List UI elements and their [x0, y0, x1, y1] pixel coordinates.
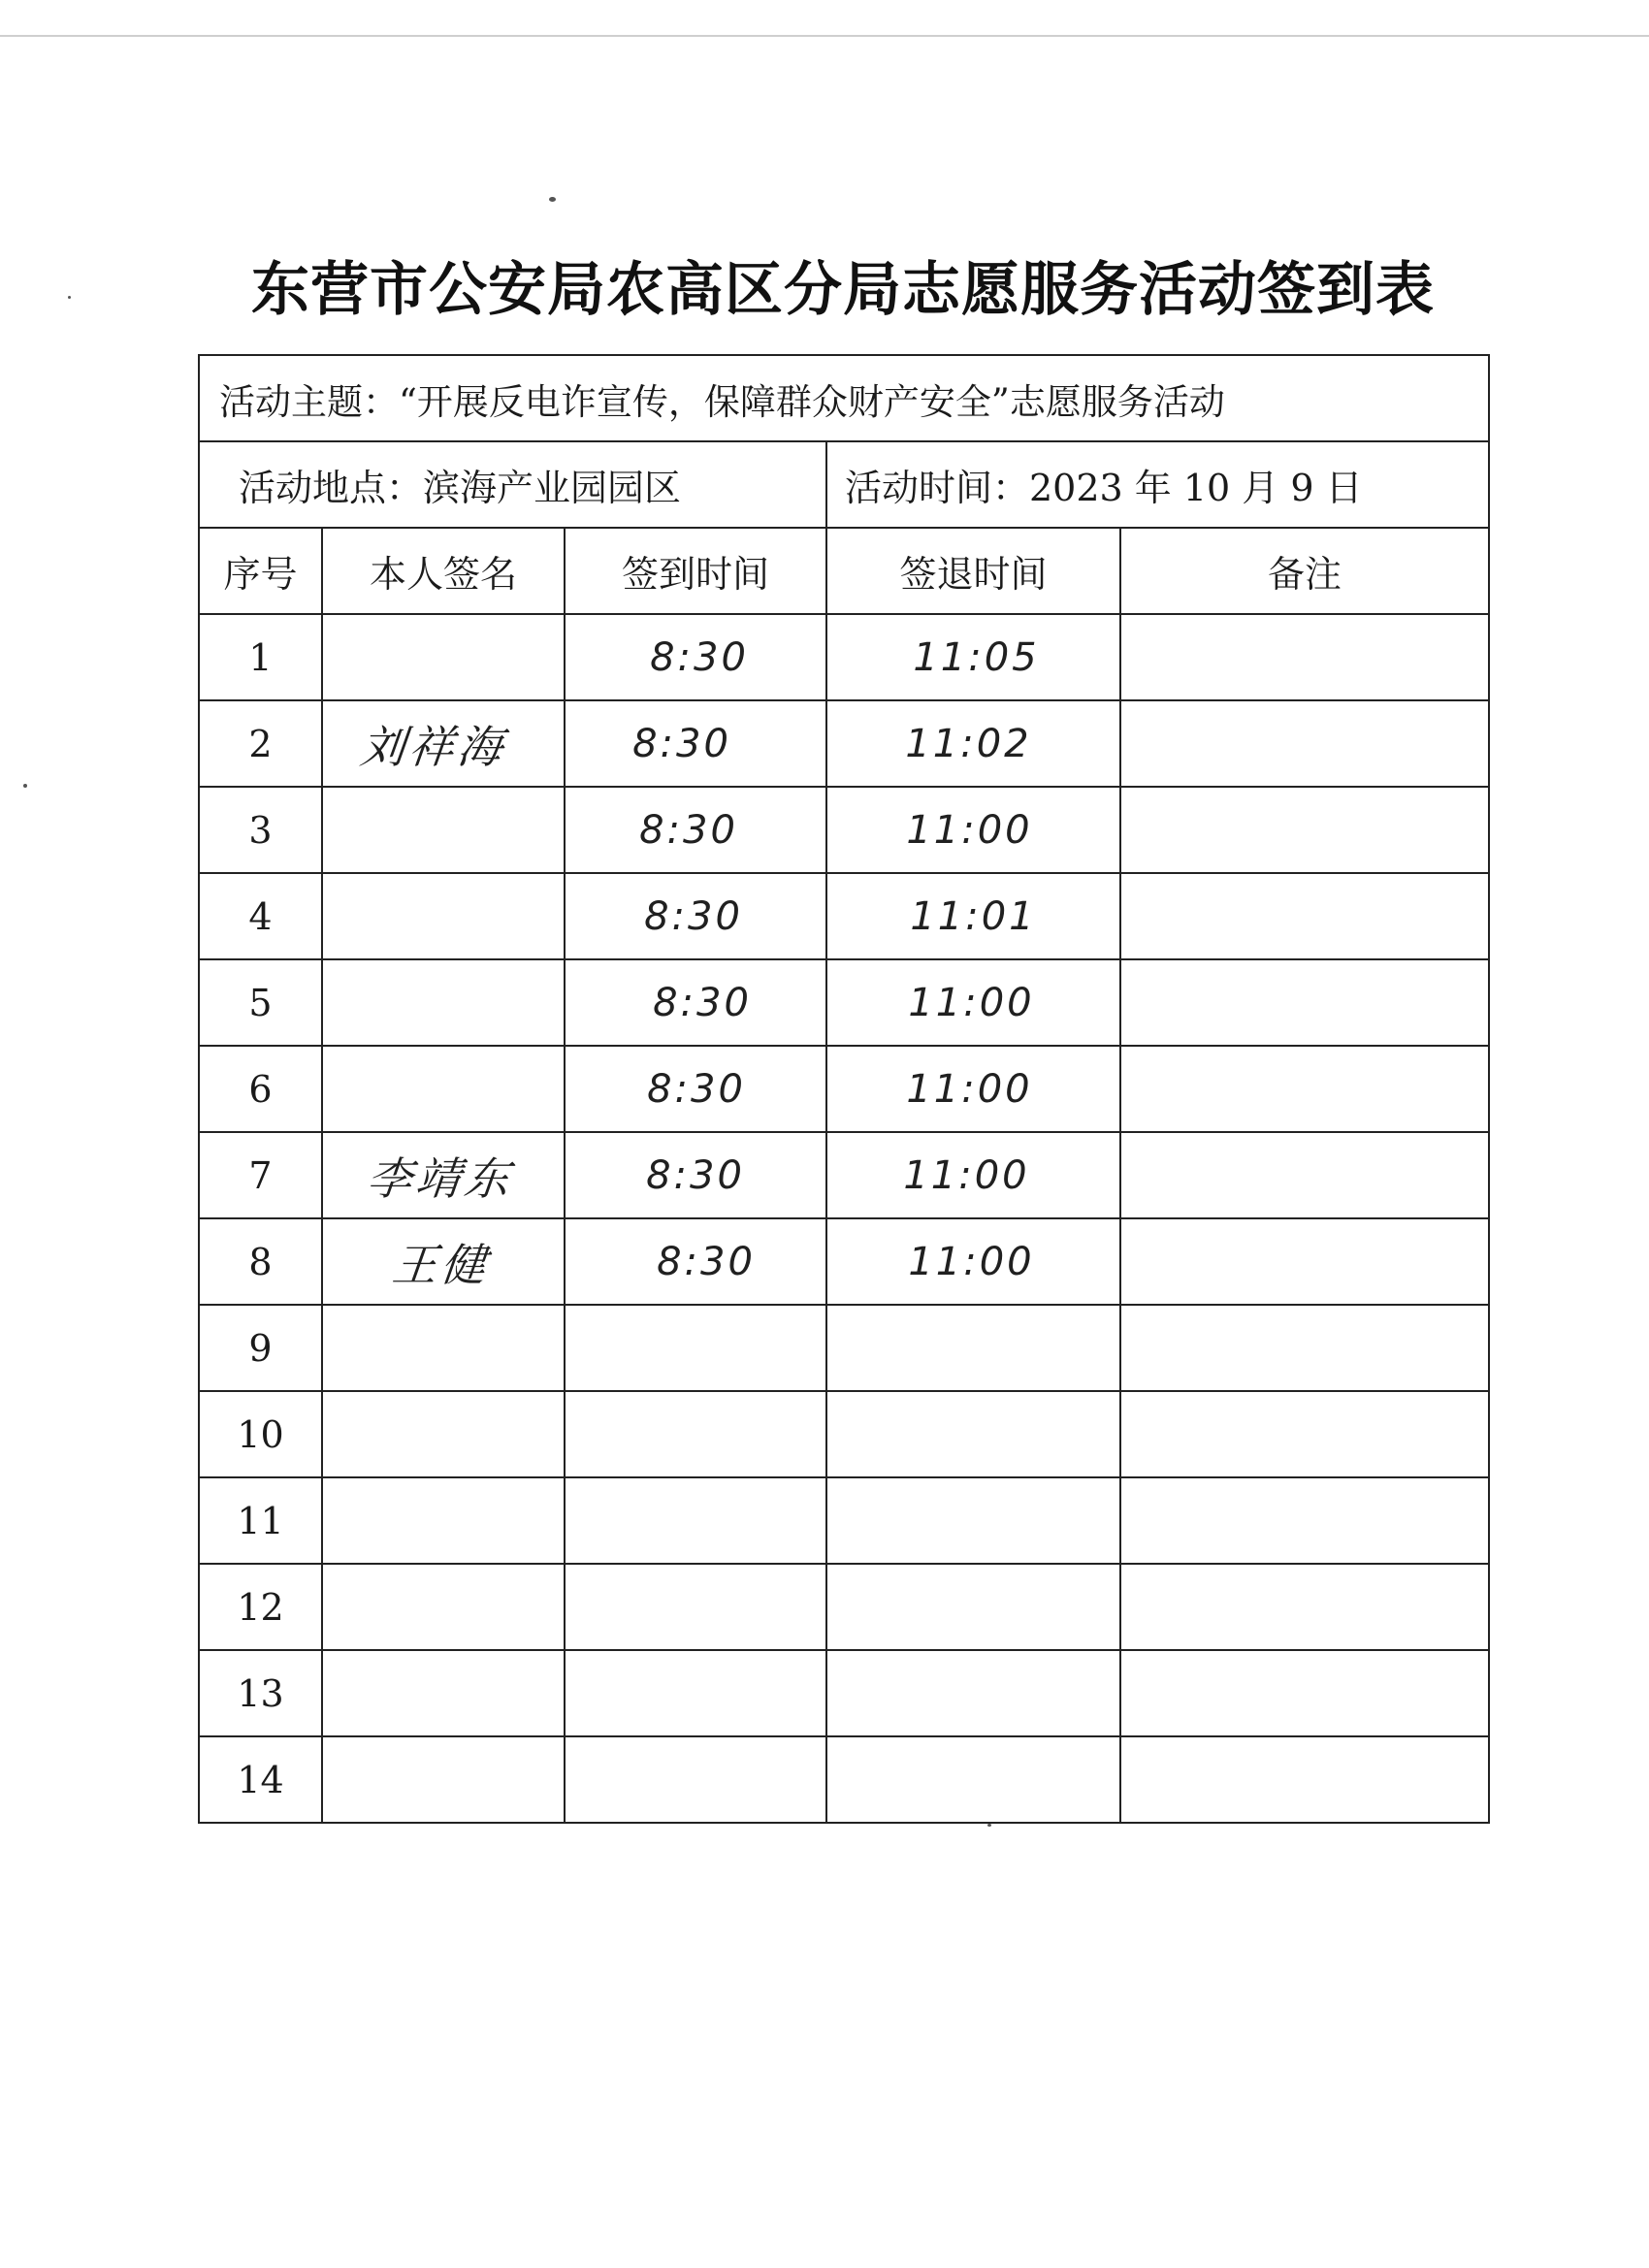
- row-checkout-time: 11:00: [906, 1066, 1033, 1112]
- row-checkout-time: 11:00: [908, 1239, 1035, 1284]
- venue-time-row: [199, 441, 1489, 528]
- row-no: 11: [237, 1499, 284, 1542]
- row-signature-cell: [322, 959, 565, 1046]
- row-no-cell: [199, 1218, 322, 1305]
- activity-date: 活动时间：2023 年 10 月 9 日: [826, 441, 1489, 528]
- row-checkin-time-cell: [565, 1391, 826, 1477]
- row-signature-cell: [322, 1391, 565, 1477]
- row-remarks-cell: [1120, 1477, 1489, 1564]
- row-checkout-time-cell: [826, 1564, 1120, 1650]
- row-remarks-cell: [1120, 1736, 1489, 1823]
- row-remarks-cell: [1120, 873, 1489, 959]
- row-checkin-time-cell: [565, 1046, 826, 1132]
- row-checkin-time-cell: [565, 1736, 826, 1823]
- row-no: 13: [237, 1671, 284, 1715]
- table-row: [199, 1046, 1489, 1132]
- row-remarks-cell: [1120, 700, 1489, 787]
- row-signature-cell: [322, 700, 565, 787]
- row-no-cell: [199, 959, 322, 1046]
- table-row: [199, 614, 1489, 700]
- document-title: 东营市公安局农高区分局志愿服务活动签到表: [251, 256, 1435, 324]
- row-no-cell: [199, 700, 322, 787]
- row-checkin-time: 8:30: [647, 1066, 746, 1112]
- row-signature-cell: [322, 1132, 565, 1218]
- row-no: 5: [248, 981, 273, 1024]
- row-no-cell: [199, 1305, 322, 1391]
- row-checkout-time-cell: [826, 873, 1120, 959]
- row-remarks-cell: [1120, 1046, 1489, 1132]
- table-row: [199, 1132, 1489, 1218]
- row-checkin-time: 8:30: [639, 807, 738, 853]
- scan-speck: [23, 784, 27, 788]
- row-no: 14: [237, 1758, 284, 1801]
- row-no-cell: [199, 614, 322, 700]
- row-checkin-time-cell: [565, 787, 826, 873]
- row-checkin-time-cell: [565, 1218, 826, 1305]
- table-row: [199, 1391, 1489, 1477]
- row-checkin-time: 8:30: [644, 893, 743, 939]
- row-checkout-time: 11:01: [910, 893, 1037, 939]
- row-signature-cell: [322, 1650, 565, 1736]
- row-signature: 李靖东: [364, 1151, 516, 1205]
- row-checkout-time-cell: [826, 1305, 1120, 1391]
- row-no-cell: [199, 873, 322, 959]
- row-remarks-cell: [1120, 1305, 1489, 1391]
- row-checkin-time: 8:30: [653, 980, 752, 1025]
- row-signature-cell: [322, 1046, 565, 1132]
- header-checkin: 签到时间: [565, 528, 826, 614]
- table-row: [199, 700, 1489, 787]
- row-checkin-time: 8:30: [632, 721, 731, 766]
- row-no: 3: [248, 808, 273, 852]
- row-checkout-time-cell: [826, 1218, 1120, 1305]
- row-checkin-time-cell: [565, 700, 826, 787]
- table-row: [199, 1736, 1489, 1823]
- table-row: [199, 873, 1489, 959]
- row-checkin-time: 8:30: [650, 634, 749, 680]
- row-no-cell: [199, 1564, 322, 1650]
- row-checkin-time-cell: [565, 1132, 826, 1218]
- row-no-cell: [199, 1650, 322, 1736]
- row-no-cell: [199, 1132, 322, 1218]
- row-signature-cell: [322, 1218, 565, 1305]
- row-no: 8: [248, 1240, 273, 1283]
- row-signature-cell: [322, 1305, 565, 1391]
- row-signature-cell: [322, 1564, 565, 1650]
- row-checkout-time-cell: [826, 959, 1120, 1046]
- scan-speck: [549, 197, 556, 202]
- row-signature-cell: [322, 1736, 565, 1823]
- row-no-cell: [199, 1391, 322, 1477]
- theme-row: [199, 355, 1489, 441]
- header-checkout: 签退时间: [826, 528, 1120, 614]
- table-row: [199, 1218, 1489, 1305]
- header-signature: 本人签名: [322, 528, 565, 614]
- table-row: [199, 1564, 1489, 1650]
- row-no-cell: [199, 1736, 322, 1823]
- row-checkout-time: 11:00: [906, 807, 1033, 853]
- row-signature: 王健: [389, 1238, 493, 1291]
- row-checkin-time: 8:30: [646, 1152, 745, 1198]
- table-row: [199, 1650, 1489, 1736]
- row-signature-cell: [322, 787, 565, 873]
- row-no-cell: [199, 1477, 322, 1564]
- row-remarks-cell: [1120, 1564, 1489, 1650]
- row-checkin-time-cell: [565, 1477, 826, 1564]
- row-remarks-cell: [1120, 787, 1489, 873]
- row-remarks-cell: [1120, 1650, 1489, 1736]
- row-remarks-cell: [1120, 1218, 1489, 1305]
- signin-table-body: [199, 355, 1489, 1823]
- row-no: 9: [248, 1326, 273, 1370]
- row-checkout-time-cell: [826, 1650, 1120, 1736]
- activity-venue: 活动地点：滨海产业园园区: [199, 441, 826, 528]
- row-checkout-time: 11:00: [903, 1152, 1030, 1198]
- table-row: [199, 787, 1489, 873]
- row-signature-cell: [322, 873, 565, 959]
- row-checkin-time-cell: [565, 1650, 826, 1736]
- row-no: 2: [248, 722, 273, 765]
- row-checkin-time-cell: [565, 873, 826, 959]
- row-checkout-time-cell: [826, 1736, 1120, 1823]
- header-no: 序号: [199, 528, 322, 614]
- row-no: 6: [248, 1067, 273, 1111]
- row-no: 10: [237, 1412, 284, 1456]
- table-row: [199, 959, 1489, 1046]
- table-row: [199, 1477, 1489, 1564]
- activity-theme: 活动主题：“开展反电诈宣传，保障群众财产安全”志愿服务活动: [199, 355, 1489, 441]
- row-remarks-cell: [1120, 1132, 1489, 1218]
- scan-speck: [68, 296, 71, 299]
- scan-speck: [987, 1824, 991, 1827]
- row-checkout-time-cell: [826, 700, 1120, 787]
- row-remarks-cell: [1120, 1391, 1489, 1477]
- scan-edge-line: [0, 35, 1649, 37]
- row-signature-cell: [322, 614, 565, 700]
- row-signature: 刘祥海: [357, 720, 509, 773]
- row-checkin-time-cell: [565, 959, 826, 1046]
- header-row: [199, 528, 1489, 614]
- row-no-cell: [199, 1046, 322, 1132]
- row-checkout-time: 11:00: [908, 980, 1035, 1025]
- row-checkout-time-cell: [826, 787, 1120, 873]
- row-no: 7: [248, 1153, 273, 1197]
- row-checkin-time-cell: [565, 1564, 826, 1650]
- row-checkout-time-cell: [826, 1046, 1120, 1132]
- row-remarks-cell: [1120, 614, 1489, 700]
- row-checkin-time: 8:30: [657, 1239, 756, 1284]
- row-checkin-time-cell: [565, 1305, 826, 1391]
- row-no: 12: [237, 1585, 284, 1629]
- row-checkout-time-cell: [826, 1132, 1120, 1218]
- row-no: 1: [248, 635, 273, 679]
- row-no-cell: [199, 787, 322, 873]
- row-checkout-time-cell: [826, 1391, 1120, 1477]
- row-signature-cell: [322, 1477, 565, 1564]
- row-checkout-time: 11:05: [913, 634, 1040, 680]
- row-checkin-time-cell: [565, 614, 826, 700]
- table-row: [199, 1305, 1489, 1391]
- header-remarks: 备注: [1120, 528, 1489, 614]
- signin-table: [198, 354, 1490, 1824]
- row-no: 4: [248, 894, 273, 938]
- row-remarks-cell: [1120, 959, 1489, 1046]
- row-checkout-time-cell: [826, 614, 1120, 700]
- row-checkout-time: 11:02: [905, 721, 1032, 766]
- row-checkout-time-cell: [826, 1477, 1120, 1564]
